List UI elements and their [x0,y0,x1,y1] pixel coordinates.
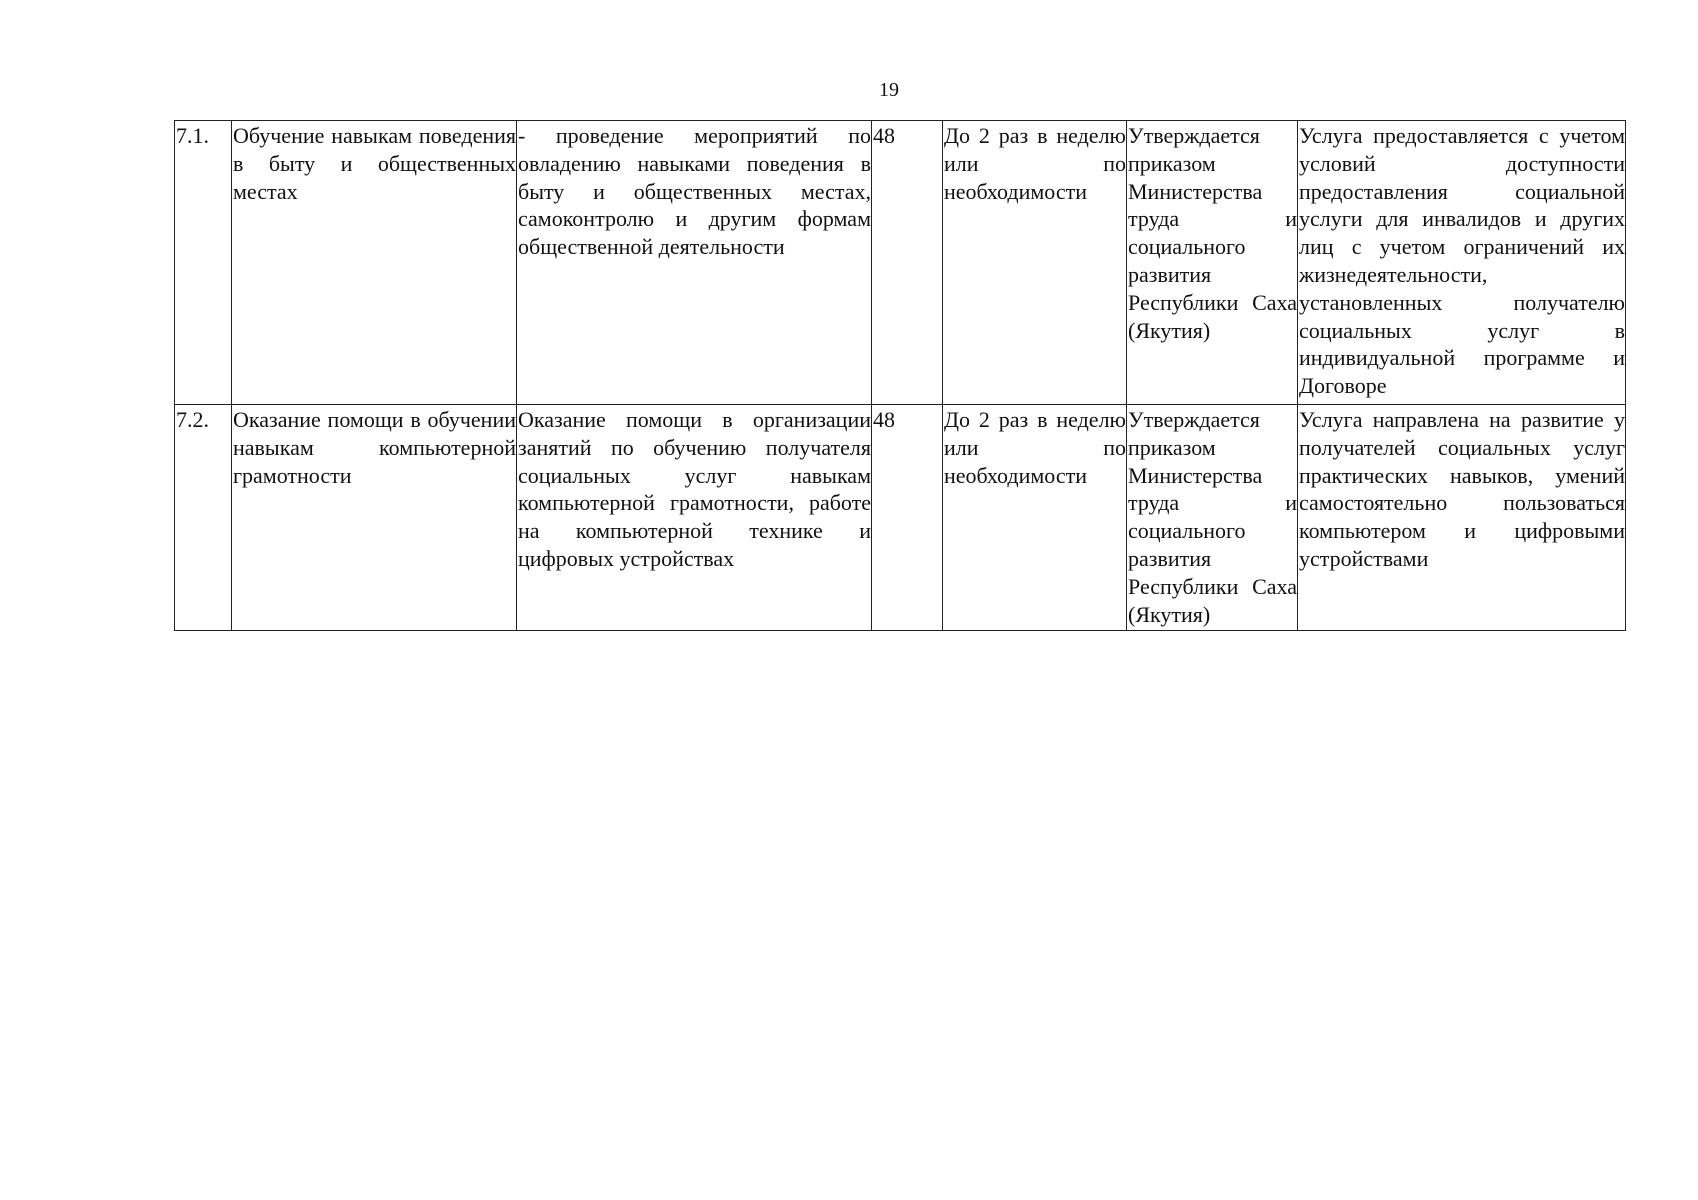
service-frequency: До 2 раз в неделю или по необходимости [943,121,1127,405]
service-count: 48 [872,405,943,631]
table-row [175,405,1626,631]
service-count: 48 [872,121,943,405]
service-description: Оказание помощи в организации занятий по обучению получателя социальных услуг навыкам компьютерной грамотности, работе на компьютерной технике и цифровых устройствах [517,405,872,631]
service-number: 7.1. [175,121,232,405]
service-conditions: Услуга предоставляется с учетом условий доступности предоставления социальной услуги для инвалидов и других лиц с учетом ограничений их жизнедеятельности, установленных получателю социальных услуг в индивидуальной программе и Договоре [1298,121,1626,405]
service-name: Обучение навыкам поведения в быту и общественных местах [232,121,517,405]
service-frequency: До 2 раз в неделю или по необходимости [943,405,1127,631]
service-approval: Утверждается приказом Министерства труда и социального развития Республики Саха (Якутия) [1127,121,1298,405]
service-name: Оказание помощи в обучении навыкам компьютерной грамотности [232,405,517,631]
service-approval: Утверждается приказом Министерства труда и социального развития Республики Саха (Якутия) [1127,405,1298,631]
table-row [175,121,1626,405]
page-number: 19 [879,79,899,101]
services-table [174,120,1626,631]
service-number: 7.2. [175,405,232,631]
service-conditions: Услуга направлена на развитие у получателей социальных услуг практических навыков, умений самостоятельно пользоваться компьютером и цифровыми устройствами [1298,405,1626,631]
service-description: - проведение мероприятий по овладению навыками поведения в быту и общественных местах, самоконтролю и другим формам общественной деятельности [517,121,872,405]
